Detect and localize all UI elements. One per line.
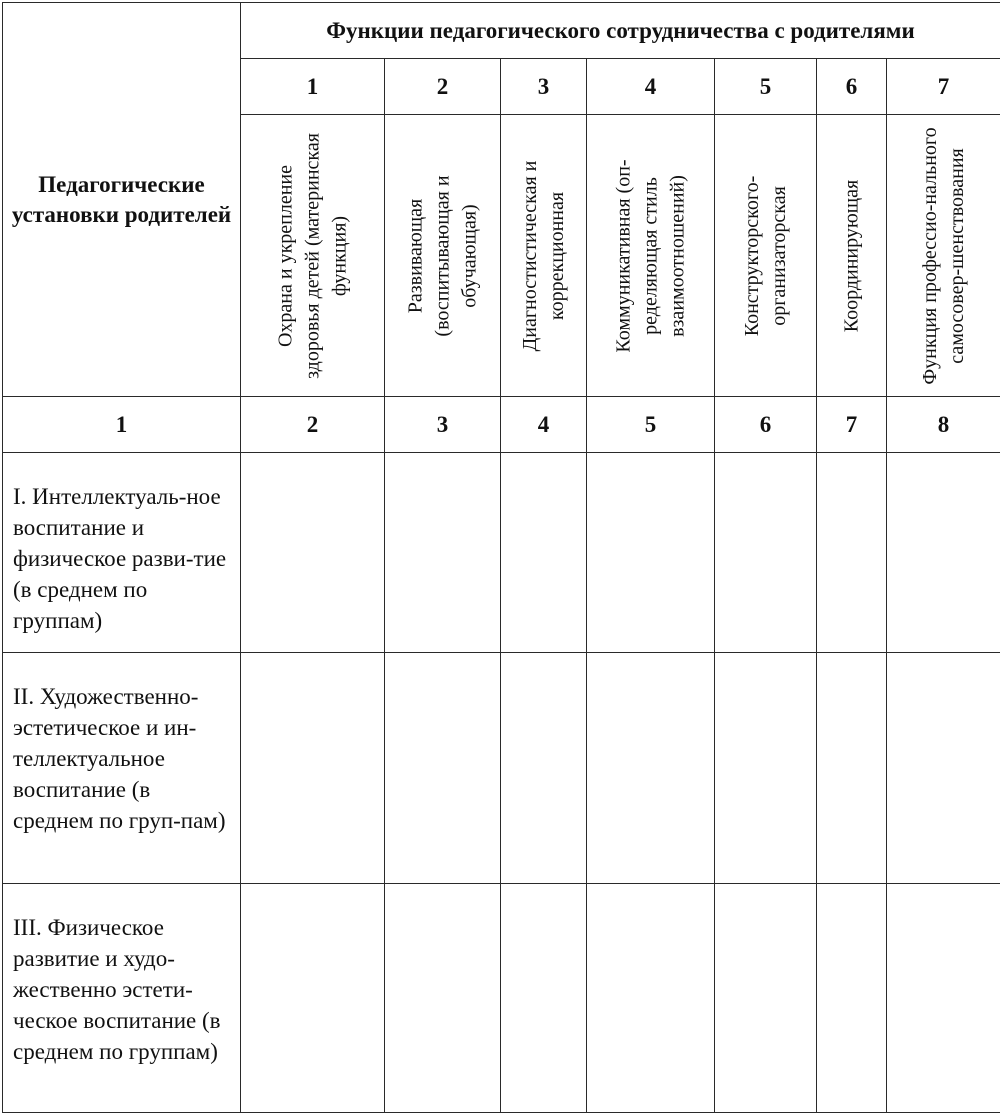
function-number: 5	[715, 59, 817, 115]
function-number: 1	[241, 59, 385, 115]
column-number-row	[3, 397, 1000, 453]
function-name-cell	[817, 115, 887, 397]
function-number: 4	[587, 59, 715, 115]
empty-cell	[817, 453, 887, 653]
column-number: 6	[715, 397, 817, 453]
empty-cell	[887, 453, 1000, 653]
function-name-cell	[587, 115, 715, 397]
column-number: 4	[501, 397, 587, 453]
empty-cell	[715, 884, 817, 1113]
empty-cell	[241, 884, 385, 1113]
column-number: 7	[817, 397, 887, 453]
column-number: 2	[241, 397, 385, 453]
corner-header: Педагогические установки родителей	[3, 3, 241, 397]
function-number: 3	[501, 59, 587, 115]
empty-cell	[587, 453, 715, 653]
empty-cell	[817, 653, 887, 884]
empty-cell	[501, 884, 587, 1113]
function-name-cell	[501, 115, 587, 397]
empty-cell	[587, 884, 715, 1113]
empty-cell	[385, 653, 501, 884]
table-row	[3, 884, 1000, 1113]
empty-cell	[587, 653, 715, 884]
header-row-group	[3, 3, 1000, 59]
function-name: Координирующая	[840, 179, 862, 332]
empty-cell	[887, 884, 1000, 1113]
function-name: Функция профессио-нального самосовер-шенствования	[918, 126, 968, 385]
empty-cell	[817, 884, 887, 1113]
table-row	[3, 653, 1000, 884]
function-name: Коммуникативная (оп-ределяющая стиль взаимоотношений)	[612, 158, 688, 353]
function-name: Конструкторского-организаторская	[740, 175, 790, 336]
empty-cell	[241, 653, 385, 884]
empty-cell	[501, 453, 587, 653]
column-number: 1	[3, 397, 241, 453]
row-label: II. Художественно-эстетическое и ин-теллектуальное воспитание (в среднем по груп-пам)	[3, 653, 241, 884]
function-name-cell	[241, 115, 385, 397]
function-name-cell	[385, 115, 501, 397]
empty-cell	[501, 653, 587, 884]
empty-cell	[887, 653, 1000, 884]
empty-cell	[715, 653, 817, 884]
row-label: I. Интеллектуаль-ное воспитание и физическое разви-тие (в среднем по группам)	[3, 453, 241, 653]
column-number: 5	[587, 397, 715, 453]
function-name-cell	[715, 115, 817, 397]
function-name-cell	[887, 115, 1000, 397]
column-number: 8	[887, 397, 1000, 453]
function-number: 6	[817, 59, 887, 115]
pedagogical-functions-table	[2, 2, 1000, 1113]
function-name: Развивающая (воспитывающая и обучающая)	[404, 174, 480, 337]
empty-cell	[385, 453, 501, 653]
function-number: 2	[385, 59, 501, 115]
empty-cell	[385, 884, 501, 1113]
empty-cell	[241, 453, 385, 653]
group-header: Функции педагогического сотрудничества с родителями	[241, 3, 1000, 59]
table-row	[3, 453, 1000, 653]
function-name: Диагностистическая и коррекционная	[518, 160, 568, 351]
empty-cell	[715, 453, 817, 653]
column-number: 3	[385, 397, 501, 453]
function-name: Охрана и укрепление здоровья детей (материнская функция)	[274, 132, 350, 379]
function-number: 7	[887, 59, 1000, 115]
row-label: III. Физическое развитие и худо-жественно эстети-ческое воспитание (в среднем по группам)	[3, 884, 241, 1113]
